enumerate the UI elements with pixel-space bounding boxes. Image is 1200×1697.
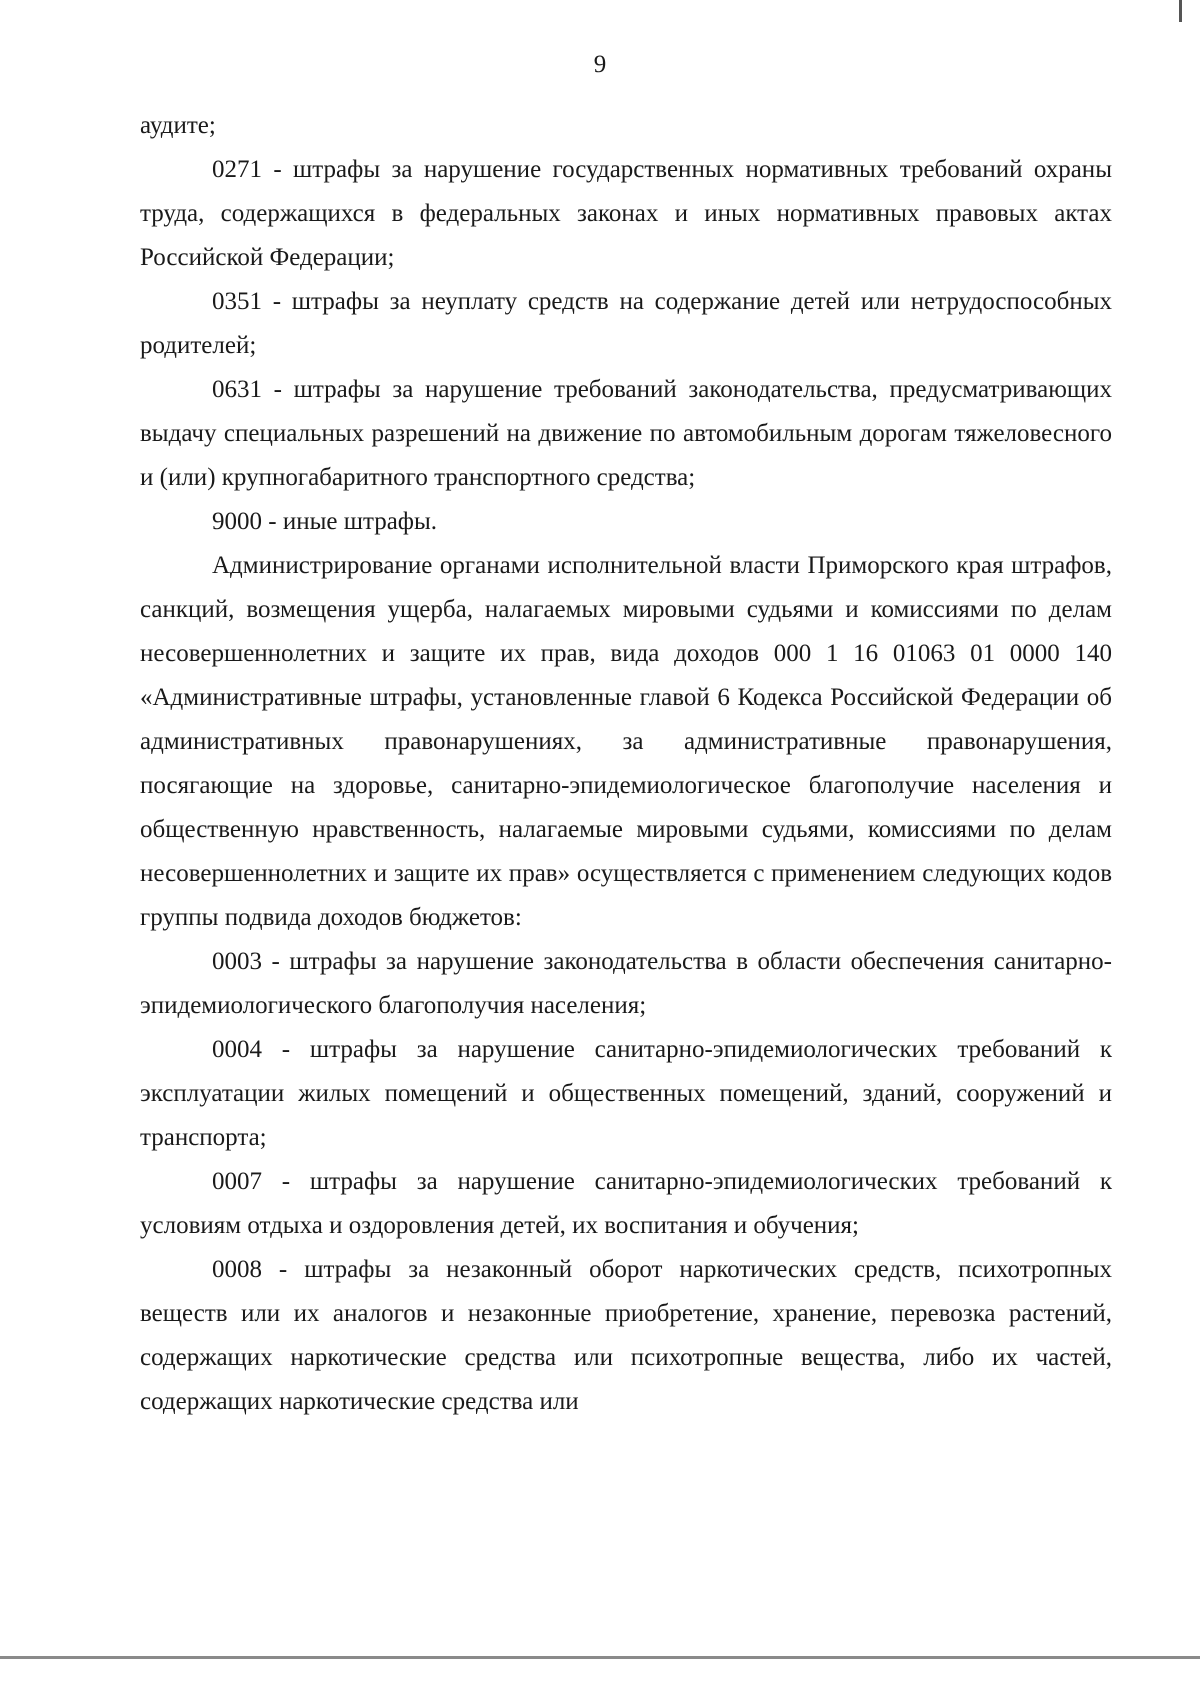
paragraph-code-0271: 0271 - штрафы за нарушение государственных нормативных требований охраны труда, содержащихся в федеральных законах и иных нормативных правовых актах Российской Федерации; xyxy=(140,156,1112,271)
paragraph-code-0007: 0007 - штрафы за нарушение санитарно-эпидемиологических требований к условиям отдыха и оздоровления детей, их воспитания и обучения; xyxy=(140,1168,1112,1239)
paragraph-continuation: аудите; xyxy=(140,112,216,139)
scan-edge-mark xyxy=(1179,0,1182,22)
paragraph-code-0631: 0631 - штрафы за нарушение требований законодательства, предусматривающих выдачу специальных разрешений на движение по автомобильным дорогам тяжеловесного и (или) крупногабаритного транспортного средства; xyxy=(140,376,1112,491)
paragraph-code-0003: 0003 - штрафы за нарушение законодательства в области обеспечения санитарно-эпидемиологического благополучия населения; xyxy=(140,948,1112,1019)
page-number: 9 xyxy=(593,51,607,78)
paragraph-code-0008: 0008 - штрафы за незаконный оборот наркотических средств, психотропных веществ или их аналогов и незаконные приобретение, хранение, перевозка растений, содержащих наркотические средства или психотропные вещества, либо их частей, содержащих наркотические средства или xyxy=(140,1256,1112,1415)
paragraph-administration: Администрирование органами исполнительной власти Приморского края штрафов, санкций, возмещения ущерба, налагаемых мировыми судьями и комиссиями по делам несовершеннолетних и защите их прав, вида доходов 000 1 16 01063 01 0000 140 «Административные штрафы, установленные главой 6 Кодекса Российской Федерации об административных правонарушениях, за административные правонарушения, посягающие на здоровье, санитарно-эпидемиологическое благополучие населения и общественную нравственность, налагаемые мировыми судьями, комиссиями по делам несовершеннолетних и защите их прав» осуществляется с применением следующих кодов группы подвида доходов бюджетов: xyxy=(140,552,1112,931)
paragraph-code-0351: 0351 - штрафы за неуплату средств на содержание детей или нетрудоспособных родителей; xyxy=(140,288,1112,359)
scan-bottom-rule xyxy=(0,1656,1200,1659)
document-body xyxy=(140,104,1112,1424)
paragraph-code-0004: 0004 - штрафы за нарушение санитарно-эпидемиологических требований к эксплуатации жилых помещений и общественных помещений, зданий, сооружений и транспорта; xyxy=(140,1036,1112,1151)
paragraph-code-9000: 9000 - иные штрафы. xyxy=(212,508,438,535)
